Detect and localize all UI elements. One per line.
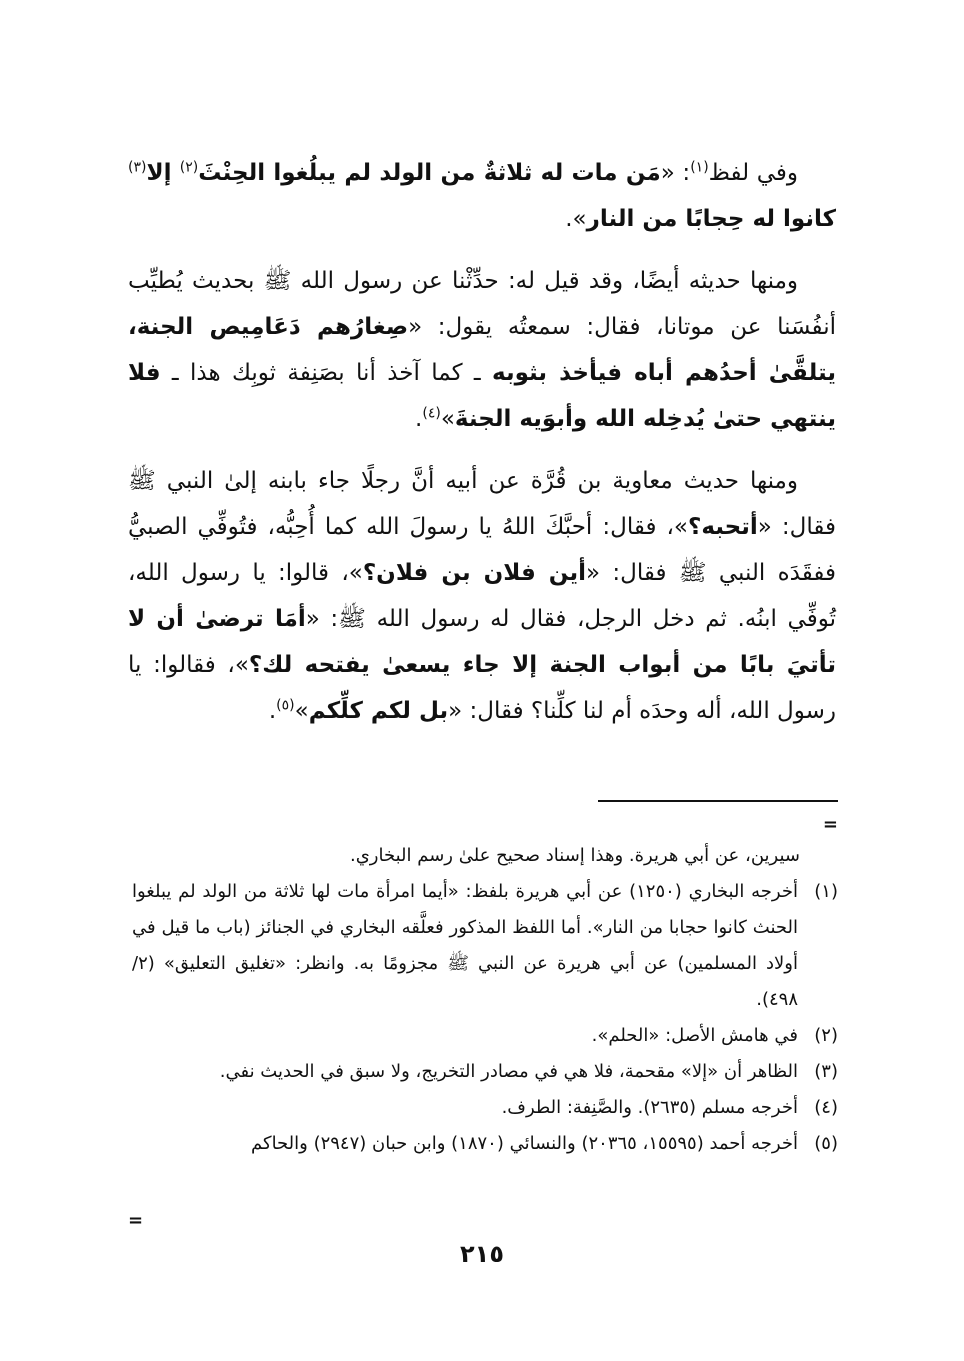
footnote-ref-3[interactable]: (٣) (128, 159, 147, 176)
footnote-5 (132, 1126, 838, 1162)
paragraph-3 (128, 458, 836, 734)
text: : « (660, 160, 691, 186)
footnote-continuation: سيرين، عن أبي هريرة. وهذا إسناد صحيح علىٰ رسم البخاري. (349, 845, 800, 866)
footnote-number: (٢) (814, 1025, 838, 1046)
text: » (440, 406, 455, 432)
footnote-number: (٣) (814, 1061, 838, 1082)
paragraph-2 (128, 258, 836, 442)
hadith-text: صِغارُهم دَعَامِيص الجنة، يتلقَّىٰ أحدُهم أباه فيأخذ بثوبه (128, 314, 836, 386)
footnote-1 (132, 874, 838, 1018)
text: ومنها حديثه أيضًا، وقد قيل له: حدِّثْنا عن رسول الله ﷺ بحديث يُطيِّب أنفُسَنا عن موتانا، فقال: سمعتُه يقول: « (128, 268, 836, 340)
hadith-text: أتحبه؟ (688, 514, 758, 540)
footnote-number: (٥) (814, 1133, 838, 1154)
hadith-text: أمَا ترضىٰ أن لا تأتيَ بابًا من أبواب الجنة إلا جاء يسعىٰ يفتحه لك؟ (128, 606, 836, 678)
hadith-text: كانوا له حِجابًا من النار (586, 206, 836, 232)
footnote-number: (٤) (814, 1097, 838, 1118)
footnote-ref-5[interactable]: (٥) (276, 697, 295, 714)
text: ». (565, 206, 587, 232)
text: »، فقال: أحبَّكَ اللهُ يا رسولَ الله كما أُحِبُّه، فتُوفِّي الصبيُّ ففقَدَه النبي ﷺ فقال: « (128, 514, 836, 586)
footnote-text: في هامش الأصل: «الحلم». (591, 1025, 798, 1046)
footnote-text: الظاهر أن «إلا» مقحمة، فلا هي في مصادر التخريج، ولا سبق في الحديث نفي. (219, 1061, 798, 1082)
continuation-mark-bottom: = (128, 1210, 144, 1231)
footnote-ref-1[interactable]: (١) (690, 159, 709, 176)
hadith-text: بل لكم كلِّكم (308, 698, 449, 724)
text: » (294, 698, 309, 724)
hadith-text: إلا (146, 160, 180, 186)
text: . (268, 698, 277, 724)
main-text (128, 150, 836, 750)
footnote-3 (132, 1054, 838, 1090)
footnote-ref-4[interactable]: (٤) (422, 405, 441, 422)
footnote-separator (598, 800, 838, 802)
paragraph-1 (128, 150, 836, 242)
text: . (415, 406, 423, 432)
text: »، قالوا: يا رسول الله، تُوفِّي ابنُه. ثم دخل الرجل، فقال له رسول الله ﷺ: « (128, 560, 836, 632)
footnote-ref-2[interactable]: (٢) (179, 159, 199, 176)
hadith-text: مَن مات له ثلاثةٌ من الولد لم يبلُغوا الحِنْثَ (198, 160, 661, 186)
footnote-text: أخرجه أحمد (١٥٥٩٥، ٢٠٣٦٥) والنسائي (١٨٧٠) وابن حبان (٢٩٤٧) والحاكم (251, 1133, 798, 1154)
footnotes (132, 838, 838, 1162)
text: وفي لفظ (708, 160, 798, 186)
text: ـ كما آخذ أنا بصَنِفة ثوبِك هذا ـ (160, 360, 493, 386)
text: ومنها حديث معاوية بن قُرَّة عن أبيه أنَّ رجلًا جاء بابنه إلىٰ النبي ﷺ فقال: « (128, 468, 836, 540)
continuation-mark-top: = (822, 814, 838, 835)
footnote-text: أخرجه مسلم (٢٦٣٥). والصَّنِفة: الطرف. (501, 1097, 798, 1118)
hadith-text: أين فلان بن فلان؟ (362, 560, 587, 586)
footnote-4 (132, 1090, 838, 1126)
footnote-number: (١) (814, 881, 838, 902)
page-number: ٢١٥ (460, 1240, 504, 1268)
footnote-2 (132, 1018, 838, 1054)
text: »، فقالوا: يا رسول الله، أله وحدَه أم لنا كلِّنا؟ فقال: « (128, 652, 836, 724)
footnote-text: أخرجه البخاري (١٢٥٠) عن أبي هريرة بلفظ: «أيما امرأة مات لها ثلاثة من الولد لم يبلغوا الحنث كانوا حجابا من النار». أما اللفظ المذكور فعلَّقه البخاري في الجنائز (باب ما قيل في أولاد المسلمين) عن أبي هريرة عن النبي ﷺ مجزومًا به. وانظر: «تغليق التعليق» (٢/ ٤٩٨). (132, 881, 798, 1010)
hadith-text: فلا ينتهي حتىٰ يُدخِله الله وأبوَيه الجنةَ (128, 360, 836, 432)
